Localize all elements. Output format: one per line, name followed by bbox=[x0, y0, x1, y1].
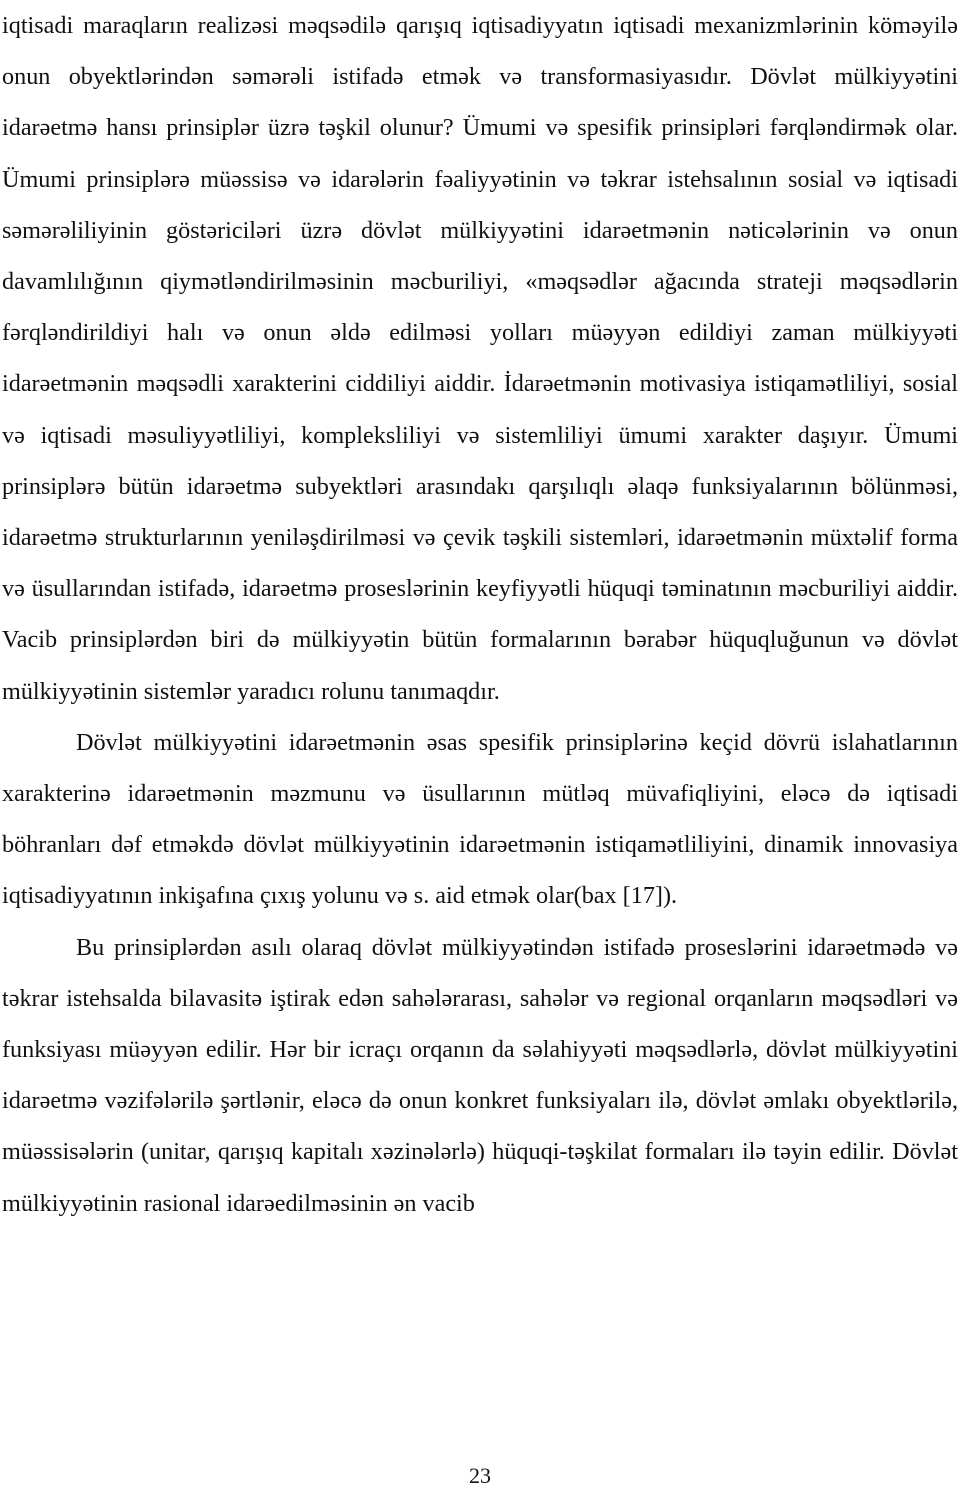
paragraph-2: Dövlət mülkiyyətini idarəetmənin əsas spesifik prinsiplərinə keçid dövrü islahatlarının xarakterinə idarəetmənin məzmunu və üsullarının mütləq müvafiqliyini, eləcə də iqtisadi böhranları dəf etməkdə dövlət mülkiyyətinin idarəetmənin istiqamətliliyini, dinamik innovasiya iqtisadiyyatının inkişafına çıxış yolunu və s. aid etmək olar(bax [17]). bbox=[2, 728, 958, 910]
paragraph-1: iqtisadi maraqların realizəsi məqsədilə qarışıq iqtisadiyyatın iqtisadi mexanizmlərinin köməyilə onun obyektlərindən səmərəli istifadə etmək və transformasiyasıdır. Dövlət mülkiyyətini idarəetmə hansı prinsiplər üzrə təşkil olunur? Ümumi və spesifik prinsipləri fərqləndirmək olar. Ümumi prinsiplərə müəssisə və idarələrin fəaliyyətinin və təkrar istehsalının sosial və iqtisadi səmərəliliyinin göstəriciləri üzrə dövlət mülkiyyətini idarəetmənin nəticələrinin və onun davamlılığının qiymətləndirilməsinin məcburiliyi, «məqsədlər ağacında strateji məqsədlərin fərqləndirildiyi halı və onun əldə edilməsi yolları müəyyən edildiyi zaman mülkiyyəti idarəetmənin məqsədli xarakterini ciddiliyi aiddir. İdarəetmənin motivasiya istiqamətliliyi, sosial və iqtisadi məsuliyyətliliyi, kompleksliliyi və sistemliliyi ümumi xarakter daşıyır. Ümumi prinsiplərə bütün idarəetmə subyektləri arasındakı qarşılıqlı əlaqə funksiyalarının bölünməsi, idarəetmə strukturlarının yeniləşdirilməsi və çevik təşkili sistemləri, idarəetmənin müxtəlif forma və üsullarından istifadə, idarəetmə proseslərinin keyfiyyətli hüquqi təminatının məcburiliyi aiddir. Vacib prinsiplərdən biri də mülkiyyətin bütün formalarının bərabər hüquqluğunun və dövlət mülkiyyətinin sistemlər yaradıcı rolunu tanımaqdır. bbox=[2, 12, 958, 705]
page-number: 23 bbox=[469, 1463, 491, 1488]
body-text bbox=[2, 0, 958, 1229]
paragraph-3: Bu prinsiplərdən asılı olaraq dövlət mülkiyyətindən istifadə proseslərini idarəetmədə və təkrar istehsalda bilavasitə iştirak edən sahələrarası, sahələr və regional orqanların məqsədləri və funksiyası müəyyən edilir. Hər bir icraçı orqanın da səlahiyyəti məqsədlərlə, dövlət mülkiyyətini idarəetmə vəzifələrilə şərtlənir, eləcə də onun konkret funksiyaları ilə, dövlət əmlakı obyektlərilə, müəssisələrin (unitar, qarışıq kapitalı xəzinələrlə) hüquqi-təşkilat formaları ilə təyin edilir. Dövlət mülkiyyətinin rasional idarəedilməsinin ən vacib bbox=[2, 933, 958, 1217]
